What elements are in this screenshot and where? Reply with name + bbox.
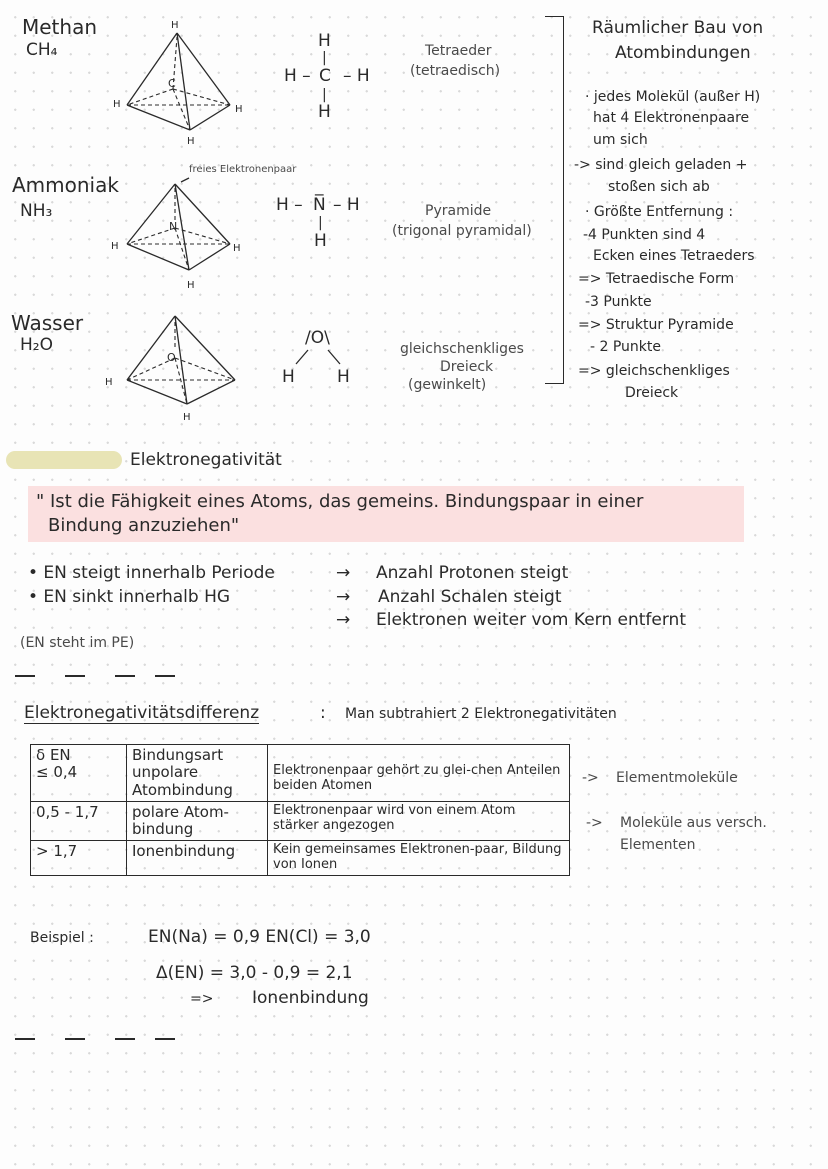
example-calc: Δ(EN) = 3,0 - 0,9 = 2,1 <box>156 963 353 983</box>
right-panel-line: -3 Punkte <box>585 294 652 310</box>
wasser-h-left: H <box>105 377 113 388</box>
bullet-en-decreases: • EN sinkt innerhalb HG <box>28 587 231 607</box>
separator-dashes <box>15 1038 175 1040</box>
methan-tetrahedron-diagram <box>105 15 255 155</box>
result-arrow: => <box>190 991 214 1007</box>
methan-name: Methan <box>22 15 98 39</box>
methan-lewis-center: C <box>319 66 331 86</box>
cell-range: 0,5 - 1,7 <box>31 801 127 841</box>
example-result: Ionenbindung <box>252 988 369 1008</box>
definition-line2: Bindung anzuziehen" <box>48 515 240 536</box>
right-panel-line: um sich <box>593 132 648 148</box>
en-difference-table <box>30 744 570 876</box>
side-note-arrow: -> <box>582 770 599 786</box>
wasser-h-bottom: H <box>183 412 191 423</box>
wasser-formula: H₂O <box>20 335 53 355</box>
methan-h-right: H <box>235 104 243 115</box>
right-panel-line: => gleichschenkliges <box>578 363 730 379</box>
right-panel-line: · jedes Molekül (außer H) <box>585 89 761 105</box>
highlight-swatch <box>6 451 122 469</box>
table-row <box>31 841 570 876</box>
ammoniak-lewis-right: – H <box>333 195 360 215</box>
methan-h-left: H <box>113 99 121 110</box>
ammoniak-lewis-bond: | <box>318 215 323 231</box>
right-panel-title-line1: Räumlicher Bau von <box>592 18 764 38</box>
en-heading: Elektronegativität <box>130 450 282 470</box>
definition-line1: " Ist die Fähigkeit eines Atoms, das gemeins. Bindungspaar in einer <box>36 491 644 512</box>
methan-h-top: H <box>171 20 179 31</box>
methan-lewis-right: – H <box>343 66 370 86</box>
right-panel-title-line2: Atombindungen <box>615 43 751 63</box>
ammoniak-n-center: N <box>169 220 178 233</box>
bullet-distance: Elektronen weiter vom Kern entfernt <box>376 610 686 630</box>
side-note-elementen: Elementen <box>620 837 696 853</box>
cell-type: Ionenbindung <box>127 841 268 876</box>
methan-shape-detail: (tetraedisch) <box>410 63 501 79</box>
side-note-versch: Moleküle aus versch. <box>620 815 767 831</box>
header-delta-en: δ EN <box>36 746 71 764</box>
lone-pair-label: freies Elektronenpaar <box>189 164 297 175</box>
right-panel-line: -> sind gleich geladen + <box>574 157 748 173</box>
bullet-en-increases: • EN steigt innerhalb Periode <box>28 563 275 583</box>
wasser-shape: gleichschenkliges <box>400 341 524 357</box>
cell-type: unpolare Atombindung <box>132 763 233 799</box>
table-cell <box>268 745 570 802</box>
wasser-lewis-left: H <box>282 367 295 387</box>
ammoniak-shape-detail: (trigonal pyramidal) <box>392 223 532 239</box>
bullet-shells: Anzahl Schalen steigt <box>378 587 562 607</box>
ammoniak-h-left: H <box>111 241 119 252</box>
diff-heading: Elektronegativitätsdifferenz <box>24 703 260 723</box>
header-bindungsart: Bindungsart <box>132 746 224 764</box>
cell-desc: Elektronenpaar wird von einem Atom stärker angezogen <box>268 801 570 841</box>
methan-lewis-bottom: H <box>318 102 331 122</box>
methan-h-bottom: H <box>187 136 195 147</box>
arrow-icon: → <box>336 563 351 583</box>
arrow-icon: → <box>336 610 351 630</box>
definition-box <box>28 486 744 542</box>
wasser-lewis-right: H <box>337 367 350 387</box>
wasser-lewis-bonds <box>290 348 350 368</box>
right-panel-line: Ecken eines Tetraeders <box>593 248 755 264</box>
methan-shape: Tetraeder <box>425 43 492 59</box>
right-panel-line: - 2 Punkte <box>590 339 662 355</box>
ammoniak-h-right: H <box>233 243 241 254</box>
bullet-protons: Anzahl Protonen steigt <box>376 563 569 583</box>
right-panel-line: hat 4 Elektronenpaare <box>593 110 750 126</box>
table-row <box>31 801 570 841</box>
methan-lewis-left: H – <box>284 66 311 86</box>
right-panel-line: => Struktur Pyramide <box>578 317 734 333</box>
wasser-angled-diagram <box>105 308 255 428</box>
side-note-arrow: -> <box>586 815 603 831</box>
ammoniak-lewis-center: N̅ <box>313 195 326 215</box>
table-row <box>31 745 570 802</box>
cell-range: > 1,7 <box>31 841 127 876</box>
wasser-shape-detail: (gewinkelt) <box>408 377 487 393</box>
methan-c-center: C <box>168 77 176 90</box>
ammoniak-h-bottom: H <box>187 280 195 291</box>
right-panel-line: · Größte Entfernung : <box>585 204 734 220</box>
diff-definition: Man subtrahiert 2 Elektronegativitäten <box>345 706 617 722</box>
methan-formula: CH₄ <box>26 40 58 60</box>
example-values: EN(Na) = 0,9 EN(Cl) = 3,0 <box>148 927 371 947</box>
ammoniak-formula: NH₃ <box>20 201 53 221</box>
cell-range: ≤ 0,4 <box>36 763 78 782</box>
ammoniak-pyramid-diagram <box>105 168 255 298</box>
separator-dashes <box>15 675 175 677</box>
ammoniak-lewis-left: H – <box>276 195 303 215</box>
example-label: Beispiel : <box>30 930 94 946</box>
wasser-shape-line2: Dreieck <box>440 359 494 375</box>
cell-desc: Kein gemeinsames Elektronen-paar, Bildung von Ionen <box>268 841 570 876</box>
right-panel-line: => Tetraedische Form <box>578 271 735 287</box>
cell-desc: Elektronenpaar gehört zu glei-chen Anteilen beiden Atomen <box>273 763 561 793</box>
header-empty <box>273 747 564 764</box>
methan-lewis-bond-top: | <box>322 50 327 66</box>
right-panel-line: -4 Punkten sind 4 <box>583 227 706 243</box>
wasser-name: Wasser <box>11 311 84 335</box>
wasser-lewis-center: /O\ <box>305 328 330 348</box>
cell-type: polare Atom-bindung <box>127 801 268 841</box>
side-note-elementmolekuele: Elementmoleküle <box>616 770 738 786</box>
grouping-bracket <box>545 16 564 384</box>
en-note: (EN steht im PE) <box>20 635 135 651</box>
wasser-o-center: O <box>167 351 176 364</box>
table-cell <box>127 745 268 802</box>
diff-colon: : <box>320 703 326 723</box>
right-panel-line: stoßen sich ab <box>608 179 710 195</box>
ammoniak-name: Ammoniak <box>12 173 119 197</box>
methan-lewis-top: H <box>318 31 331 51</box>
methan-lewis-bond-bottom: | <box>322 87 327 103</box>
ammoniak-lewis-bottom: H <box>314 231 327 251</box>
ammoniak-shape: Pyramide <box>425 203 492 219</box>
table-cell <box>31 745 127 802</box>
arrow-icon: → <box>336 587 351 607</box>
right-panel-line: Dreieck <box>625 385 679 401</box>
